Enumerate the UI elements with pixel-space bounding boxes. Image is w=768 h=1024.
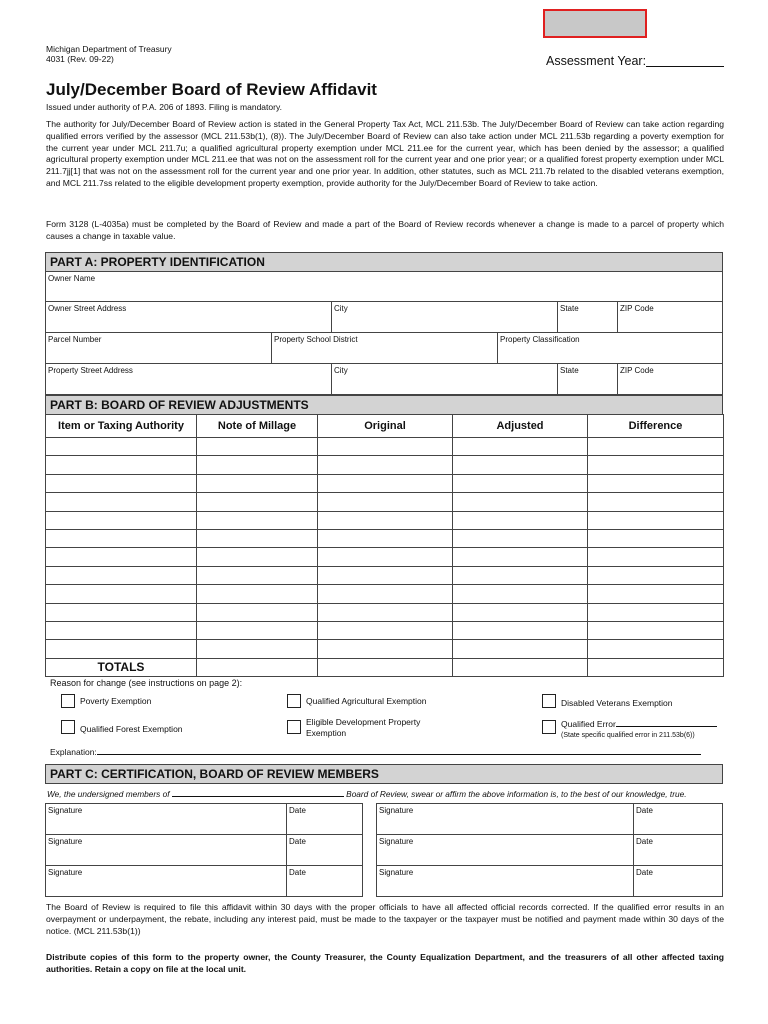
table-cell[interactable] [46,474,197,492]
table-cell[interactable] [197,658,318,676]
totals-label: TOTALS [46,658,197,676]
table-cell[interactable] [197,640,318,658]
table-cell[interactable] [588,603,724,621]
assessment-year [546,54,724,68]
owner-street-label: Owner Street Address [48,304,127,313]
table-cell[interactable] [588,474,724,492]
table-cell[interactable] [318,640,453,658]
table-cell[interactable] [197,548,318,566]
table-cell[interactable] [197,438,318,456]
classification-label: Property Classification [500,335,580,344]
date-label: Date [289,806,306,815]
owner-state-field[interactable] [557,301,618,333]
table-cell[interactable] [453,456,588,474]
table-cell[interactable] [46,548,197,566]
table-cell[interactable] [318,585,453,603]
table-cell[interactable] [453,511,588,529]
owner-name-field[interactable] [45,271,723,302]
property-state-field[interactable] [557,363,618,395]
totals-row [46,658,724,676]
right-date-field-3[interactable] [633,865,723,897]
property-city-label: City [334,366,348,375]
table-cell[interactable] [197,529,318,547]
signature-label: Signature [379,868,414,877]
owner-name-label: Owner Name [48,274,96,283]
signature-label: Signature [379,806,414,815]
school-district-field[interactable] [271,332,498,364]
table-cell[interactable] [453,603,588,621]
property-street-field[interactable] [45,363,332,395]
table-cell[interactable] [46,585,197,603]
part-a-header: PART A: PROPERTY IDENTIFICATION [45,252,723,272]
print-button[interactable] [543,9,647,38]
table-cell[interactable] [197,621,318,639]
date-label: Date [636,837,653,846]
parcel-number-label: Parcel Number [48,335,102,344]
table-row [46,640,724,658]
owner-zip-label: ZIP Code [620,304,654,313]
left-date-field-1[interactable] [286,803,363,835]
property-zip-field[interactable] [617,363,723,395]
qual-forest-label: Qualified Forest Exemption [80,724,183,734]
table-cell[interactable] [588,658,724,676]
eligible-dev-label [306,717,420,739]
qual-forest-checkbox[interactable] [61,720,75,734]
table-cell[interactable] [453,640,588,658]
table-cell[interactable] [453,548,588,566]
agency-name: Michigan Department of Treasury [46,44,172,54]
intro-paragraph-2: Form 3128 (L-4035a) must be completed by the Board of Review and made a part of the Board of Review records whenever a change is made to a parcel of property which causes a change in taxable value. [46,219,724,241]
table-cell[interactable] [197,511,318,529]
part-c-header: PART C: CERTIFICATION, BOARD OF REVIEW MEMBERS [45,764,723,784]
explanation-label: Explanation: [50,747,97,757]
owner-street-field[interactable] [45,301,332,333]
table-row [46,585,724,603]
table-cell[interactable] [588,511,724,529]
table-cell[interactable] [318,493,453,511]
owner-zip-field[interactable] [617,301,723,333]
owner-state-label: State [560,304,579,313]
left-date-field-2[interactable] [286,834,363,866]
table-cell[interactable] [46,456,197,474]
col-item: Item or Taxing Authority [46,415,197,438]
classification-field[interactable] [497,332,723,364]
board-name-field[interactable] [172,787,344,797]
property-state-label: State [560,366,579,375]
cert-post: Board of Review, swear or affirm the above information is, to the best of our knowledge, true. [346,789,687,799]
qual-error-field[interactable] [616,717,717,727]
table-row [46,438,724,456]
qual-error-note: (State specific qualified error in 211.53b(6)) [561,732,695,739]
table-cell[interactable] [318,511,453,529]
table-cell[interactable] [588,548,724,566]
signature-label: Signature [379,837,414,846]
property-zip-label: ZIP Code [620,366,654,375]
table-cell[interactable] [453,621,588,639]
table-cell[interactable] [588,566,724,584]
left-signature-field-1[interactable] [45,803,287,835]
date-label: Date [636,868,653,877]
table-cell[interactable] [588,529,724,547]
table-cell[interactable] [46,566,197,584]
table-cell[interactable] [453,529,588,547]
left-signature-field-2[interactable] [45,834,287,866]
reason-title: Reason for change (see instructions on page 2): [50,678,243,688]
table-cell[interactable] [197,566,318,584]
table-row [46,621,724,639]
right-date-field-1[interactable] [633,803,723,835]
table-header-row [46,415,724,438]
right-signature-field-3[interactable] [376,865,634,897]
right-date-field-2[interactable] [633,834,723,866]
table-cell[interactable] [318,438,453,456]
certification-statement [47,787,687,799]
table-cell[interactable] [588,621,724,639]
table-row [46,456,724,474]
left-date-field-3[interactable] [286,865,363,897]
disabled-vet-checkbox[interactable] [542,694,556,708]
qual-error-label [561,717,717,741]
table-row [46,493,724,511]
table-cell[interactable] [453,493,588,511]
disabled-vet-label: Disabled Veterans Exemption [561,698,673,708]
adjustments-table [45,414,724,677]
form-title: July/December Board of Review Affidavit [46,80,377,99]
parcel-number-field[interactable] [45,332,272,364]
table-cell[interactable] [453,585,588,603]
table-cell[interactable] [46,621,197,639]
table-cell[interactable] [197,474,318,492]
table-cell[interactable] [46,493,197,511]
table-cell[interactable] [46,640,197,658]
table-cell[interactable] [318,621,453,639]
table-row [46,511,724,529]
table-cell[interactable] [318,548,453,566]
property-city-field[interactable] [331,363,558,395]
right-signature-field-1[interactable] [376,803,634,835]
table-cell[interactable] [318,603,453,621]
table-cell[interactable] [453,566,588,584]
table-cell[interactable] [453,438,588,456]
table-cell[interactable] [588,456,724,474]
table-cell[interactable] [197,585,318,603]
part-b-header: PART B: BOARD OF REVIEW ADJUSTMENTS [45,395,723,415]
eligible-dev-label-line2: Exemption [306,728,347,738]
col-difference: Difference [588,415,724,438]
signature-label: Signature [48,806,83,815]
signature-label: Signature [48,868,83,877]
intro-paragraph-1: The authority for July/December Board of Review action is stated in the General Property Tax Act, MCL 211.53b. The July/December Board of Review can take action regarding qualified errors verified by the assessor (MCL 211.53b(1), (8)). The July/December Board of Review can also take action under MCL 211.53b regarding a poverty exemption for the current year under MCL 211.7u; a qualified agricultural property exemption under MCL 211.ee for the current year, which has been denied by the assessor; a qualified agricultural property exemption under MCL 211.ee that was not on the assessment roll for the current year and one prior year; or a qualified forest property exemption under MCL 211.7jj[1] that was not on the assessment roll for the current year and one prior year. In addition, other statutes, such as MCL 211.7b related to the disabled veterans exemption, and MCL 211.7ss related to the eligible development property exemption, provide authority for the July/December Board of Review to take action. [46,119,724,188]
table-cell[interactable] [318,456,453,474]
left-signature-field-3[interactable] [45,865,287,897]
issued-authority: Issued under authority of P.A. 206 of 1893. Filing is mandatory. [46,102,282,112]
table-cell[interactable] [453,658,588,676]
col-original: Original [318,415,453,438]
col-adjusted: Adjusted [453,415,588,438]
cert-pre: We, the undersigned members of [47,789,170,799]
date-label: Date [636,806,653,815]
table-cell[interactable] [318,474,453,492]
table-cell[interactable] [588,640,724,658]
agency-header [46,44,172,64]
qual-ag-checkbox[interactable] [287,694,301,708]
table-row [46,548,724,566]
table-cell[interactable] [46,529,197,547]
date-label: Date [289,868,306,877]
table-row [46,474,724,492]
table-cell[interactable] [588,585,724,603]
poverty-label: Poverty Exemption [80,696,152,706]
table-cell[interactable] [46,603,197,621]
qual-error-text: Qualified Error [561,719,616,729]
eligible-dev-checkbox[interactable] [287,720,301,734]
table-cell[interactable] [318,566,453,584]
table-cell[interactable] [46,511,197,529]
col-millage: Note of Millage [197,415,318,438]
form-number: 4031 (Rev. 09-22) [46,54,114,64]
table-cell[interactable] [588,438,724,456]
footer-paragraph-2: Distribute copies of this form to the property owner, the County Treasurer, the County Equalization Department, and the treasurers of all other affected taxing authorities. Retain a copy on file at the local unit. [46,952,724,974]
assessment-year-label: Assessment Year: [546,54,647,68]
footer-paragraph-1: The Board of Review is required to file this affidavit within 30 days with the proper officials to have all affected official records corrected. If the qualified error results in an overpayment or underpayment, the rebate, including any interest paid, must be made to the taxpayer or the taxpayer must be notified and payment made within 30 days of the notice. (MCL 211.53b(1)) [46,902,724,936]
table-row [46,529,724,547]
table-cell[interactable] [197,493,318,511]
table-cell[interactable] [46,438,197,456]
poverty-checkbox[interactable] [61,694,75,708]
explanation [50,745,701,757]
table-cell[interactable] [318,529,453,547]
property-street-label: Property Street Address [48,366,133,375]
table-cell[interactable] [588,493,724,511]
signature-label: Signature [48,837,83,846]
assessment-year-field[interactable] [646,54,724,67]
qual-ag-label: Qualified Agricultural Exemption [306,696,427,706]
qual-error-checkbox[interactable] [542,720,556,734]
table-row [46,603,724,621]
school-district-label: Property School District [274,335,358,344]
owner-city-field[interactable] [331,301,558,333]
table-cell[interactable] [197,456,318,474]
right-signature-field-2[interactable] [376,834,634,866]
date-label: Date [289,837,306,846]
table-cell[interactable] [197,603,318,621]
table-cell[interactable] [453,474,588,492]
eligible-dev-label-line1: Eligible Development Property [306,717,421,727]
explanation-field[interactable] [97,745,701,755]
owner-city-label: City [334,304,348,313]
table-cell[interactable] [318,658,453,676]
table-row [46,566,724,584]
